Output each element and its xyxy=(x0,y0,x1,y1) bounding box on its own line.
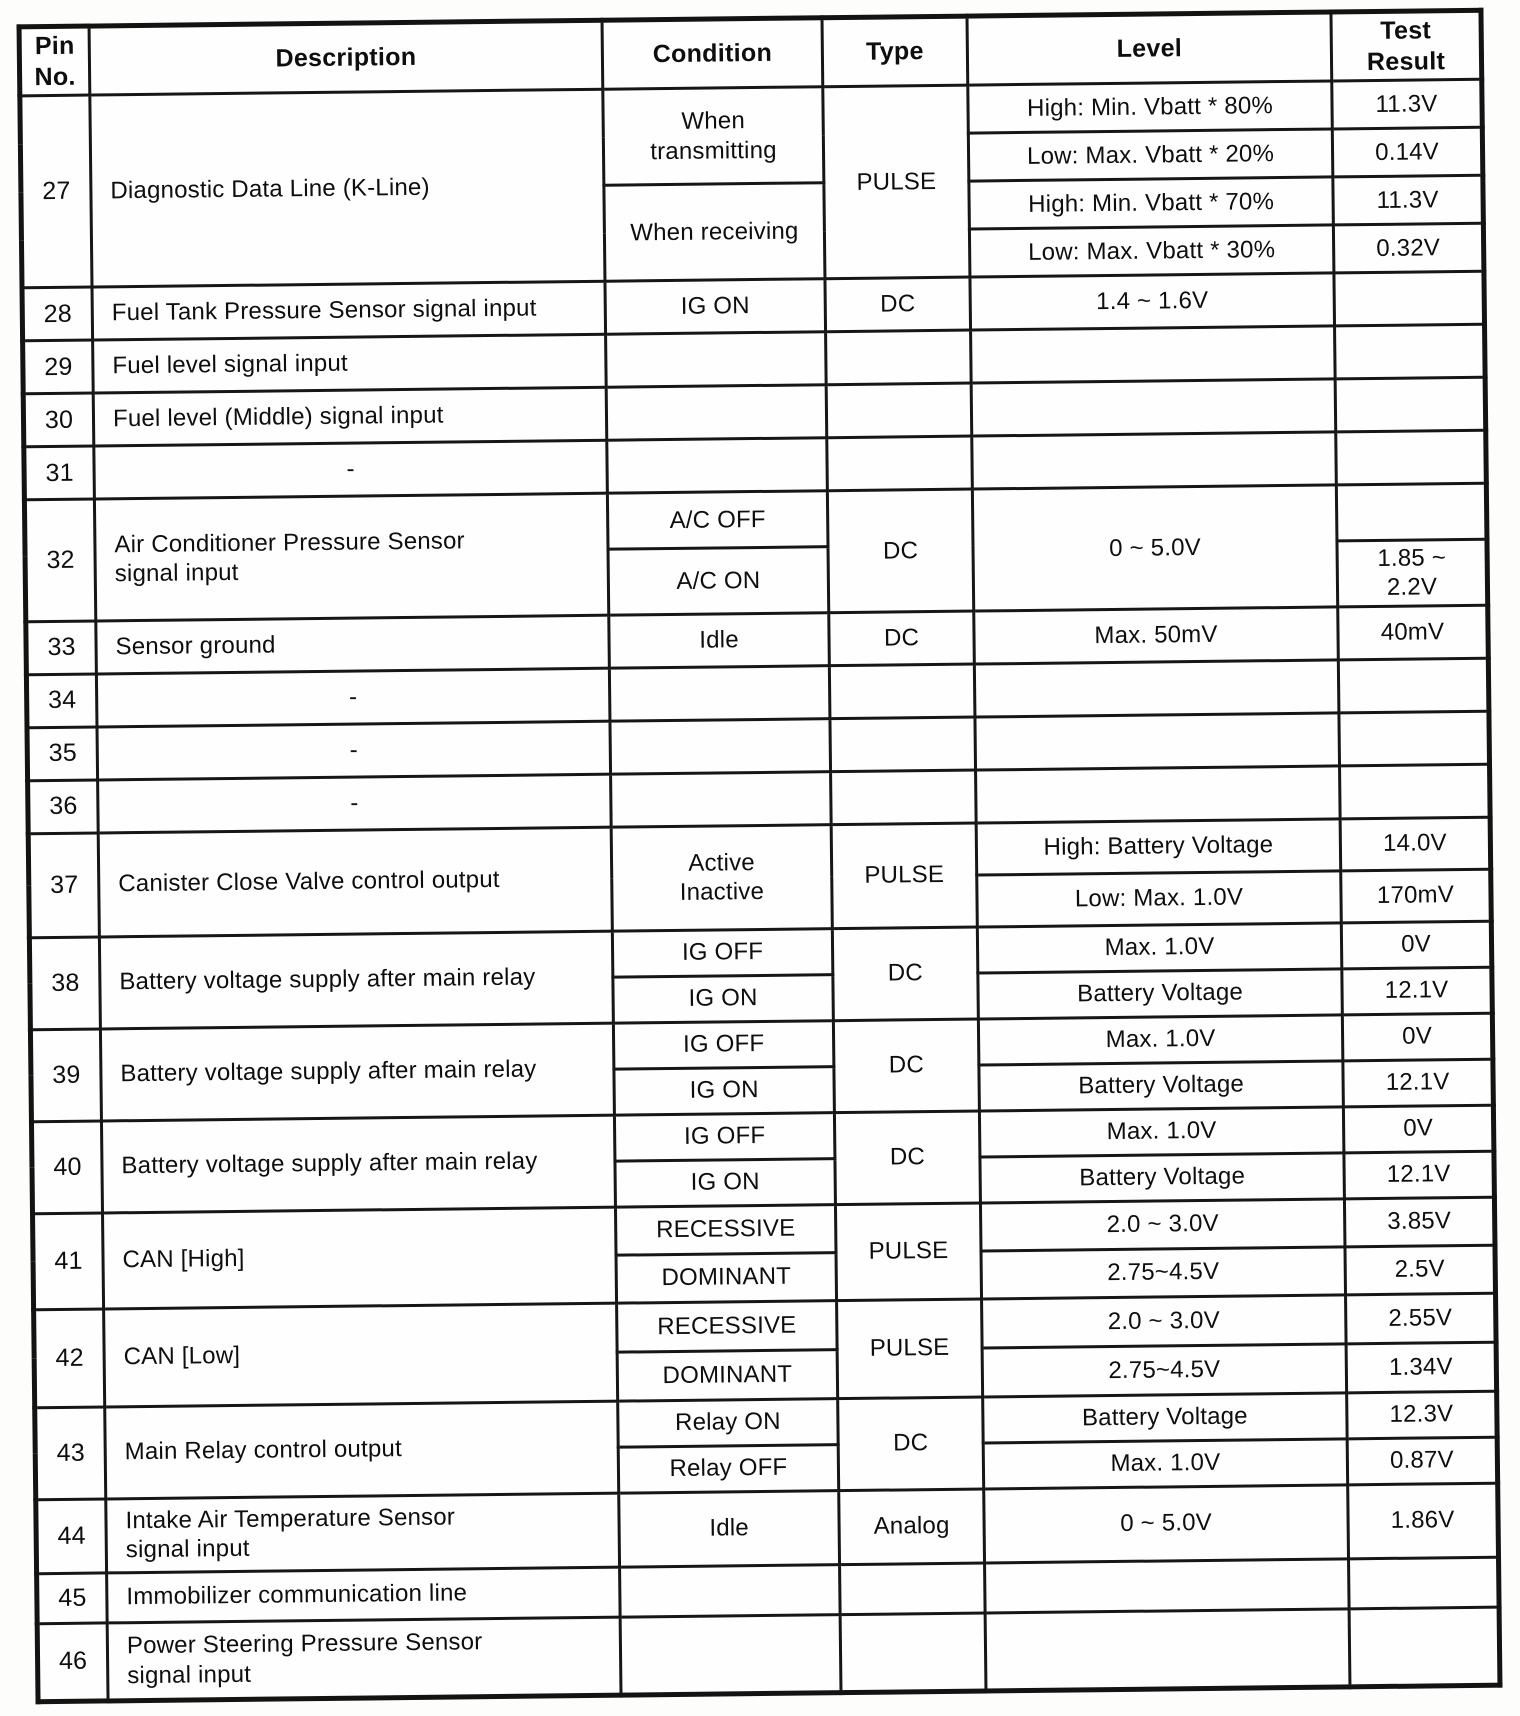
description-cell: Power Steering Pressure Sensor signal input xyxy=(107,1617,621,1701)
level-cell xyxy=(975,712,1340,769)
header-type: Type xyxy=(822,16,968,87)
condition-cell: IG OFF xyxy=(612,928,833,976)
type-cell xyxy=(827,436,973,491)
test-result-cell xyxy=(1334,271,1485,326)
test-result-cell: 11.3V xyxy=(1332,79,1483,129)
test-result-cell xyxy=(1335,377,1486,432)
pin-no-cell: 44 xyxy=(36,1498,107,1573)
test-result-cell xyxy=(1335,324,1486,379)
condition-cell: IG ON xyxy=(614,1066,835,1114)
test-result-cell xyxy=(1336,483,1487,541)
pin-no-cell: 43 xyxy=(35,1406,106,1499)
condition-cell: A/C OFF xyxy=(607,491,828,549)
level-cell: 2.75~4.5V xyxy=(981,1246,1346,1298)
type-cell: PULSE xyxy=(831,823,977,929)
description-cell: Main Relay control output xyxy=(105,1401,619,1499)
test-result-cell: 1.85 ~ 2.2V xyxy=(1337,539,1488,606)
test-result-cell: 12.1V xyxy=(1344,1151,1495,1199)
level-cell: Battery Voltage xyxy=(979,1060,1343,1110)
test-result-cell: 0V xyxy=(1342,1013,1493,1061)
description-cell: Battery voltage supply after main relay xyxy=(99,931,613,1029)
type-cell: DC xyxy=(832,927,978,1021)
test-result-cell xyxy=(1349,1607,1500,1687)
pin-no-cell: 31 xyxy=(24,446,95,500)
type-cell: DC xyxy=(829,611,975,666)
test-result-cell: 170mV xyxy=(1341,869,1492,923)
level-cell: High: Min. Vbatt * 70% xyxy=(969,177,1334,229)
pin-no-cell: 29 xyxy=(23,340,94,394)
level-cell xyxy=(976,765,1341,822)
type-cell xyxy=(826,330,972,385)
type-cell xyxy=(830,717,976,772)
description-cell: - xyxy=(94,440,608,499)
type-cell: PULSE xyxy=(837,1299,983,1399)
pin-no-cell: 34 xyxy=(26,674,97,728)
test-result-cell xyxy=(1336,430,1487,485)
test-result-cell xyxy=(1339,711,1490,766)
type-cell xyxy=(826,383,972,438)
description-cell: CAN [High] xyxy=(103,1207,617,1309)
level-cell: Max. 50mV xyxy=(974,606,1339,663)
level-cell: 0 ~ 5.0V xyxy=(984,1484,1349,1562)
test-result-cell: 0V xyxy=(1343,1105,1494,1153)
level-cell xyxy=(971,379,1336,436)
condition-cell xyxy=(609,665,830,720)
level-cell: Battery Voltage xyxy=(980,1152,1344,1202)
description-cell: Fuel level (Middle) signal input xyxy=(93,387,607,446)
pin-no-cell: 39 xyxy=(30,1029,101,1122)
level-cell xyxy=(972,432,1337,489)
condition-cell: When transmitting xyxy=(603,87,824,185)
type-cell: PULSE xyxy=(823,85,970,279)
pin-no-cell: 27 xyxy=(20,95,92,288)
test-result-cell: 11.3V xyxy=(1333,175,1484,225)
condition-cell: Active Inactive xyxy=(611,824,832,930)
condition-cell xyxy=(610,718,831,773)
condition-cell: Idle xyxy=(619,1490,840,1566)
description-cell: Intake Air Temperature Sensor signal input xyxy=(106,1493,620,1573)
type-cell: DC xyxy=(838,1397,984,1491)
test-result-cell: 12.3V xyxy=(1347,1391,1498,1439)
level-cell: Low: Max. 1.0V xyxy=(977,870,1342,926)
description-cell: Battery voltage supply after main relay xyxy=(101,1115,615,1213)
condition-cell: Idle xyxy=(609,612,830,667)
condition-cell: Relay OFF xyxy=(618,1444,839,1492)
condition-cell xyxy=(620,1564,841,1616)
level-cell: Battery Voltage xyxy=(978,968,1342,1018)
header-description: Description xyxy=(89,20,603,95)
type-cell: DC xyxy=(833,1019,979,1113)
condition-cell: DOMINANT xyxy=(617,1349,838,1400)
description-cell: - xyxy=(96,668,610,727)
pin-no-cell: 46 xyxy=(37,1622,108,1701)
test-result-cell: 0.32V xyxy=(1333,223,1484,273)
test-result-cell: 0.87V xyxy=(1347,1437,1498,1485)
level-cell: Max. 1.0V xyxy=(978,1014,1342,1064)
test-result-cell: 40mV xyxy=(1338,605,1489,660)
type-cell xyxy=(829,664,975,719)
test-result-cell: 2.55V xyxy=(1346,1293,1497,1344)
test-result-cell: 14.0V xyxy=(1340,817,1491,871)
condition-cell: IG ON xyxy=(613,974,834,1022)
header-pin-no: Pin No. xyxy=(19,26,90,96)
level-cell: Max. 1.0V xyxy=(979,1106,1343,1156)
table-row xyxy=(37,1607,1500,1702)
scanned-page xyxy=(17,8,1503,1704)
type-cell: DC xyxy=(825,277,971,332)
level-cell: Max. 1.0V xyxy=(977,922,1341,972)
pin-no-cell: 41 xyxy=(33,1213,104,1310)
description-cell: Fuel level signal input xyxy=(93,334,607,393)
test-result-cell: 0.14V xyxy=(1332,127,1483,177)
condition-cell: A/C ON xyxy=(608,547,829,615)
description-cell: Immobilizer communication line xyxy=(107,1567,621,1623)
pin-no-cell: 28 xyxy=(22,287,93,341)
test-result-cell xyxy=(1338,658,1489,713)
description-cell: Battery voltage supply after main relay xyxy=(100,1023,614,1121)
condition-cell: DOMINANT xyxy=(616,1252,837,1302)
type-cell xyxy=(840,1563,986,1615)
condition-cell xyxy=(620,1614,841,1694)
description-cell: Air Conditioner Pressure Sensor signal input xyxy=(94,493,608,620)
pin-no-cell: 35 xyxy=(27,727,98,781)
level-cell: High: Min. Vbatt * 80% xyxy=(968,81,1333,133)
type-cell: Analog xyxy=(839,1489,985,1565)
level-cell: Low: Max. Vbatt * 30% xyxy=(969,225,1334,277)
description-cell: Canister Close Valve control output xyxy=(98,827,612,937)
level-cell xyxy=(971,326,1336,383)
test-result-cell: 12.1V xyxy=(1342,967,1493,1015)
test-result-cell xyxy=(1349,1557,1500,1609)
test-result-cell: 12.1V xyxy=(1343,1059,1494,1107)
condition-cell: When receiving xyxy=(604,183,825,281)
level-cell xyxy=(985,1608,1350,1690)
pin-no-cell: 36 xyxy=(28,780,99,834)
level-cell: 2.0 ~ 3.0V xyxy=(982,1294,1347,1347)
test-result-cell xyxy=(1340,764,1491,819)
header-test-result: Test Result xyxy=(1331,10,1482,81)
type-cell xyxy=(840,1613,986,1693)
pin-no-cell: 37 xyxy=(28,833,99,938)
type-cell: PULSE xyxy=(835,1203,981,1301)
level-cell: Battery Voltage xyxy=(983,1392,1347,1442)
description-cell: Fuel Tank Pressure Sensor signal input xyxy=(92,281,606,340)
condition-cell: IG ON xyxy=(605,279,826,334)
test-result-cell: 1.34V xyxy=(1346,1342,1497,1393)
level-cell: High: Battery Voltage xyxy=(976,818,1341,874)
type-cell xyxy=(831,770,977,825)
type-cell: DC xyxy=(834,1111,980,1205)
pin-no-cell: 38 xyxy=(29,937,100,1030)
level-cell: 0 ~ 5.0V xyxy=(972,485,1337,611)
level-cell: 1.4 ~ 1.6V xyxy=(970,273,1335,330)
description-cell: CAN [Low] xyxy=(104,1303,618,1407)
condition-cell xyxy=(607,438,828,493)
level-cell: Low: Max. Vbatt * 20% xyxy=(968,129,1333,181)
pin-test-table xyxy=(17,8,1503,1704)
level-cell: Max. 1.0V xyxy=(983,1438,1347,1488)
level-cell xyxy=(974,659,1339,716)
condition-cell: IG ON xyxy=(615,1158,836,1206)
condition-cell xyxy=(606,385,827,440)
header-level: Level xyxy=(967,12,1332,85)
header-condition: Condition xyxy=(602,18,823,89)
test-result-cell: 1.86V xyxy=(1348,1483,1499,1559)
description-cell: - xyxy=(98,774,612,833)
pin-no-cell: 40 xyxy=(31,1121,102,1214)
level-cell xyxy=(985,1558,1350,1612)
test-result-cell: 0V xyxy=(1341,921,1492,969)
pin-no-cell: 42 xyxy=(34,1309,105,1408)
condition-cell: Relay ON xyxy=(618,1398,839,1446)
pin-no-cell: 45 xyxy=(37,1572,108,1623)
pin-no-cell: 32 xyxy=(24,499,95,621)
type-cell: DC xyxy=(827,489,973,612)
condition-cell: RECESSIVE xyxy=(615,1204,836,1254)
level-cell: 2.0 ~ 3.0V xyxy=(980,1198,1345,1250)
condition-cell xyxy=(611,771,832,826)
condition-cell: IG OFF xyxy=(613,1020,834,1068)
description-cell: Diagnostic Data Line (K-Line) xyxy=(90,89,605,287)
test-result-cell: 2.5V xyxy=(1345,1245,1496,1295)
condition-cell xyxy=(606,332,827,387)
level-cell: 2.75~4.5V xyxy=(982,1343,1347,1396)
condition-cell: IG OFF xyxy=(614,1112,835,1160)
condition-cell: RECESSIVE xyxy=(617,1300,838,1351)
pin-no-cell: 30 xyxy=(23,393,94,447)
description-cell: Sensor ground xyxy=(96,615,610,674)
description-cell: - xyxy=(97,721,611,780)
pin-no-cell: 33 xyxy=(26,621,97,675)
test-result-cell: 3.85V xyxy=(1344,1197,1495,1247)
